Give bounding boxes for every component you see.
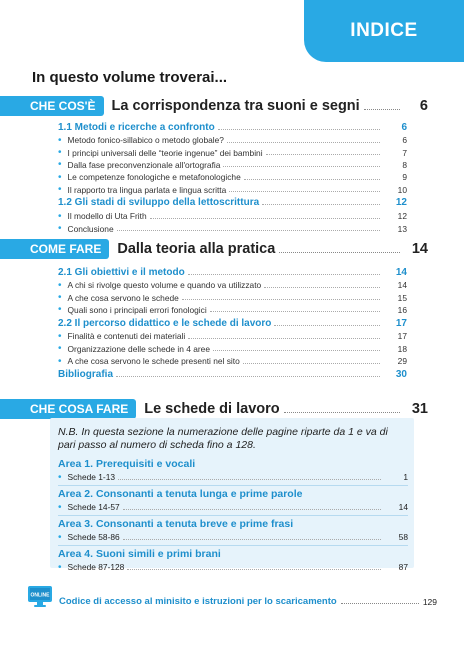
section-page: 14 [411,241,428,257]
toc-item[interactable]: • Quali sono i principali errori fonologici 16 [58,304,407,316]
dot-leader [284,412,400,413]
toc-item[interactable]: • Le competenze fonologiche e metafonologiche 9 [58,171,407,183]
section-tag: CHE COS'È [0,96,104,116]
index-tab [304,0,464,62]
toc-item[interactable]: • Organizzazione delle schede in 4 aree 18 [58,343,407,355]
divider [58,515,408,516]
section-header[interactable] [0,238,464,260]
divider [58,545,408,546]
dot-leader [279,252,400,253]
toc-item[interactable]: • I principi universali delle “teorie ingenue” dei bambini 7 [58,146,407,158]
toc-item[interactable]: • A che cosa servono le schede presenti nel sito 29 [58,355,407,367]
workbook-box [50,418,414,572]
section-come-fare [0,238,464,381]
note-text: N.B. In questa sezione la numerazione delle pagine riparte da 1 e va di pari passo al numero di scheda fino a 128. [58,426,388,451]
section-page: 6 [419,98,428,114]
toc-subsection[interactable]: 2.1 Gli obiettivi e il metodo 14 [58,266,407,278]
section-header[interactable] [0,398,464,420]
monitor-icon [27,585,53,609]
area-item[interactable]: • Schede 1-13 1 [58,471,408,483]
toc-item[interactable]: • Conclusione 13 [58,222,407,234]
toc-item[interactable]: • Finalità e contenuti dei materiali 17 [58,330,407,342]
area-title[interactable]: Area 2. Consonanti a tenuta lunga e prime parole [58,488,303,500]
dot-leader [364,109,400,110]
toc-list [58,265,407,381]
intro-heading: In questo volume troverai... [32,69,228,86]
section-tag: CHE COSA FARE [0,399,136,419]
toc-subsection[interactable]: Bibliografia 30 [58,368,407,380]
online-resource[interactable] [27,585,437,609]
section-che-cosa-fare [0,398,464,420]
area-title[interactable]: Area 1. Prerequisiti e vocali [58,458,196,470]
toc-subsection[interactable]: 2.2 Il percorso didattico e le schede di lavoro 17 [58,317,407,329]
toc-item[interactable]: • Dalla fase preconvenzionale all'ortografia 8 [58,159,407,171]
toc-item[interactable]: • Il rapporto tra lingua parlata e lingua scritta 10 [58,184,407,196]
section-title: Dalla teoria alla pratica [117,241,276,257]
toc-item[interactable]: • Metodo fonico-sillabico o metodo globale? 6 [58,134,407,146]
section-header[interactable] [0,95,464,117]
area-title[interactable]: Area 4. Suoni simili e primi brani [58,548,221,560]
section-page: 31 [411,401,428,417]
toc-item[interactable]: • A che cosa servono le schede 15 [58,291,407,303]
online-icon-label: ONLINE [30,592,50,599]
section-che-cose [0,95,464,235]
toc-item[interactable]: • Il modello di Uta Frith 12 [58,210,407,222]
online-link[interactable]: Codice di accesso al minisito e istruzioni per lo scaricamento 129 [59,596,437,607]
toc-list [58,120,407,235]
toc-item[interactable]: • A chi si rivolge questo volume e quando va utilizzato 14 [58,279,407,291]
section-tag: COME FARE [0,239,109,259]
area-item[interactable]: • Schede 58-86 58 [58,531,408,543]
area-title[interactable]: Area 3. Consonanti a tenuta breve e prime frasi [58,518,294,530]
toc-subsection[interactable]: 1.1 Metodi e ricerche a confronto 6 [58,121,407,133]
toc-subsection[interactable]: 1.2 Gli stadi di sviluppo della lettoscrittura 12 [58,197,407,209]
section-title: La corrispondenza tra suoni e segni [111,98,360,114]
divider [58,485,408,486]
section-title: Le schede di lavoro [144,401,280,417]
area-item[interactable]: • Schede 14-57 14 [58,501,408,513]
area-item[interactable]: • Schede 87-128 87 [58,561,408,573]
index-title: INDICE [350,20,418,41]
